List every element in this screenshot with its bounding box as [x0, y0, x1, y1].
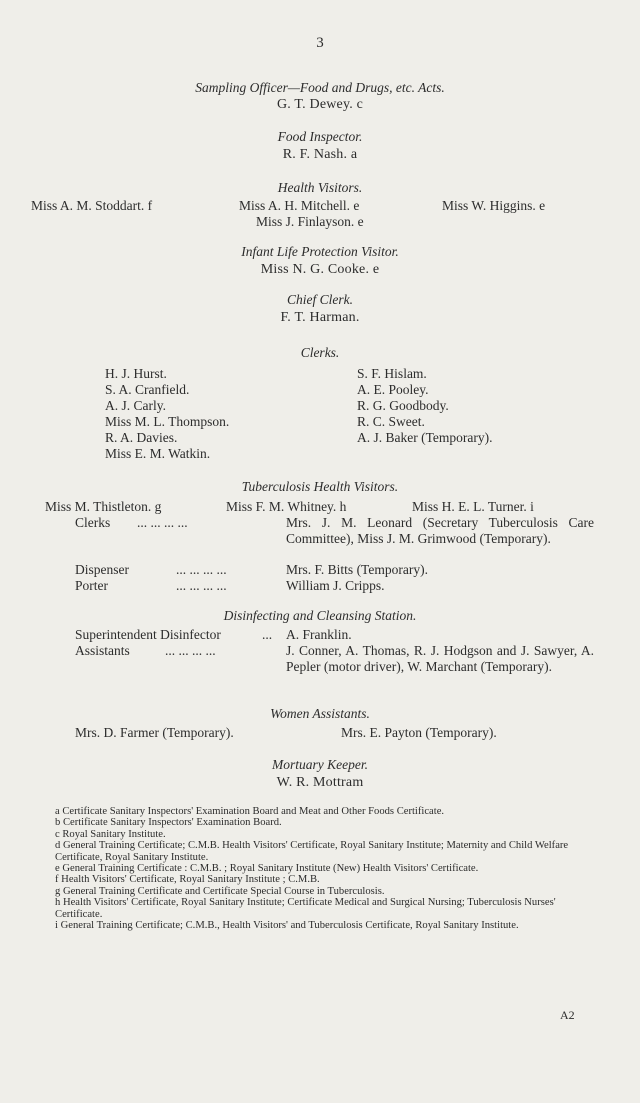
footnote: i General Training Certificate; C.M.B., Health Visitors' and Tuberculosis Certificate, Royal Sanitary Institute.: [55, 920, 519, 932]
clerk-name: H. J. Hurst.: [105, 366, 167, 381]
chief-clerk-heading: Chief Clerk.: [287, 292, 353, 307]
superintendent-label: Superintendent Disinfector: [75, 627, 221, 642]
sampling-heading: Sampling Officer—Food and Drugs, etc. Acts.: [195, 80, 445, 95]
tb-heading: Tuberculosis Health Visitors.: [241, 479, 399, 494]
footnote: a Certificate Sanitary Inspectors' Examination Board and Meat and Other Foods Certificate.: [55, 806, 445, 817]
clerks-left-column: [105, 366, 229, 462]
health-visitor-left: Miss A. M. Stoddart. f: [31, 198, 153, 213]
footnote: d General Training Certificate; C.M.B. Health Visitors' Certificate, Royal Sanitary Institute; Maternity and Child Welfare Certificate, Royal Sanitary Institute.: [55, 840, 569, 863]
page-number: 3: [316, 35, 324, 51]
assistants-label: Assistants: [75, 643, 130, 658]
tb-clerks-value: Mrs. J. M. Leonard (Secretary Tuberculosis Care Committee), Miss J. M. Grimwood (Temporary).: [286, 515, 594, 546]
health-visitor-right: Miss W. Higgins. e: [442, 198, 546, 213]
health-visitors-heading: Health Visitors.: [277, 180, 363, 195]
tb-visitor-3: Miss H. E. L. Turner. i: [412, 499, 534, 514]
women-heading: Women Assistants.: [270, 706, 370, 721]
clerk-name: R. A. Davies.: [105, 430, 178, 445]
clerk-name: A. J. Baker (Temporary).: [357, 430, 493, 445]
assistants-value: J. Conner, A. Thomas, R. J. Hodgson and J. Sawyer, A. Pepler (motor driver), W. Marchant (Temporary).: [286, 643, 594, 674]
women-left: Mrs. D. Farmer (Temporary).: [75, 725, 234, 740]
tb-dispenser-value: Mrs. F. Bitts (Temporary).: [286, 562, 428, 577]
clerk-name: R. G. Goodbody.: [357, 398, 449, 413]
footnotes: [25, 806, 592, 931]
footnote: e General Training Certificate : C.M.B. ; Royal Sanitary Institute (New) Health Visitors' Certificate.: [55, 863, 479, 875]
tb-porter-dots: ... ... ... ...: [176, 578, 227, 593]
chief-clerk-name: F. T. Harman.: [280, 310, 360, 325]
clerk-name: S. A. Cranfield.: [105, 382, 190, 397]
tb-clerks-dots: ... ... ... ...: [137, 515, 188, 530]
clerk-name: A. J. Carly.: [105, 398, 166, 413]
footnote: h Health Visitors' Certificate, Royal Sanitary Institute; Certificate Medical and Surgical Nursing; Tuberculosis Nurses' Certificate.: [55, 897, 556, 920]
tb-porter-value: William J. Cripps.: [286, 578, 385, 593]
clerk-name: S. F. Hislam.: [357, 366, 427, 381]
food-inspector-name: R. F. Nash. a: [282, 147, 358, 162]
infant-heading: Infant Life Protection Visitor.: [241, 244, 399, 259]
footnote: g General Training Certificate and Certificate Special Course in Tuberculosis.: [55, 885, 385, 897]
food-inspector-heading: Food Inspector.: [277, 129, 363, 144]
tb-visitor-2: Miss F. M. Whitney. h: [226, 499, 347, 514]
infant-name: Miss N. G. Cooke. e: [260, 262, 380, 277]
clerks-right-column: [357, 366, 493, 446]
mortuary-heading: Mortuary Keeper.: [272, 757, 368, 772]
disinfecting-heading: Disinfecting and Cleansing Station.: [223, 608, 417, 623]
clerk-name: A. E. Pooley.: [357, 382, 429, 397]
clerks-heading: Clerks.: [300, 345, 340, 360]
tb-porter-label: Porter: [75, 578, 108, 593]
superintendent-dots: ...: [262, 627, 273, 642]
footnote: c Royal Sanitary Institute.: [55, 828, 166, 840]
tb-dispenser-dots: ... ... ... ...: [176, 562, 227, 577]
signature-mark: A2: [560, 1008, 575, 1022]
clerk-name: Miss M. L. Thompson.: [105, 414, 230, 429]
clerk-name: Miss E. M. Watkin.: [105, 446, 211, 461]
footnote: f Health Visitors' Certificate, Royal Sanitary Institute ; C.M.B.: [55, 874, 320, 886]
sampling-name: G. T. Dewey. c: [276, 97, 364, 112]
women-right: Mrs. E. Payton (Temporary).: [341, 725, 497, 740]
tb-clerks-label: Clerks: [75, 515, 111, 530]
superintendent-value: A. Franklin.: [286, 627, 352, 642]
footnote: b Certificate Sanitary Inspectors' Examination Board.: [55, 817, 282, 829]
tb-visitor-1: Miss M. Thistleton. g: [45, 499, 162, 514]
mortuary-name: W. R. Mottram: [276, 775, 364, 790]
assistants-dots: ... ... ... ...: [165, 643, 216, 658]
health-visitor-center1: Miss A. H. Mitchell. e: [239, 198, 360, 213]
health-visitor-center2: Miss J. Finlayson. e: [256, 214, 364, 229]
clerk-name: R. C. Sweet.: [357, 414, 425, 429]
tb-dispenser-label: Dispenser: [75, 562, 129, 577]
